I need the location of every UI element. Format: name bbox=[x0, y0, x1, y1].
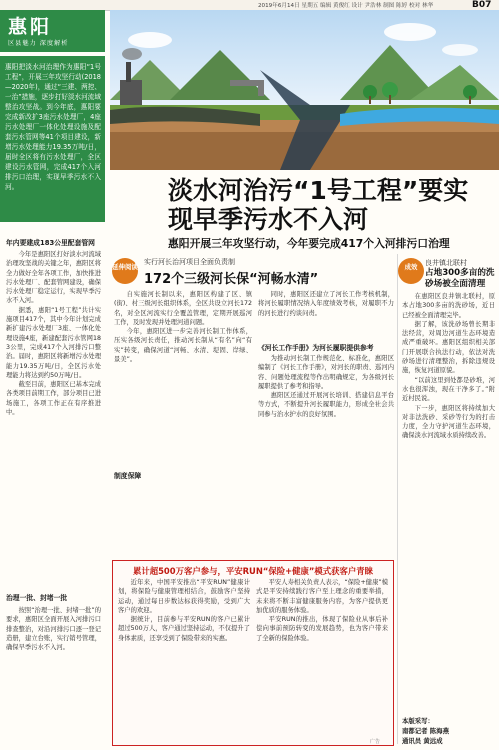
byline-reporter: 南都记者 陈海燕 bbox=[402, 727, 449, 735]
left-article-part-1 bbox=[6, 250, 101, 590]
paragraph: 截至目前，惠阳区已基本完成各类项目前期工作，部分项目已进场施工，各项工作正在有序推进中。 bbox=[6, 381, 101, 417]
byline-label: 本版采写： bbox=[402, 717, 434, 725]
section2-kicker: 良井镇北联村 bbox=[425, 259, 467, 267]
section1-subhead: 制度保障 bbox=[114, 472, 142, 480]
byline-correspondent: 通讯员 黄远成 bbox=[402, 737, 443, 745]
page-meta: 2019年6月14日 星期五 编辑 黄俊红 设计 尹浩林 制图 陈婷 校对 林华 bbox=[258, 3, 434, 9]
paragraph: 惠阳区还通过开展河长培训、搭建信息平台等方式，不断提升河长履职能力，形成全社会共同参与治水护水的良好氛围。 bbox=[258, 392, 394, 418]
section-slogan: 区县魅力 深度解析 bbox=[8, 40, 69, 47]
section2-column bbox=[402, 292, 495, 712]
section1-title: 172个三级河长保“河畅水清” bbox=[144, 272, 319, 287]
left-subhead: 年内要建成183公里配套管网 bbox=[6, 239, 95, 247]
left-article-part-2 bbox=[6, 606, 101, 746]
hero-illustration bbox=[110, 10, 499, 170]
section1-column-3 bbox=[258, 354, 394, 556]
section1-column-2 bbox=[258, 290, 394, 338]
section1-kicker: 实行河长治河项目全面负责制 bbox=[144, 258, 235, 266]
paragraph: 今年，惠阳区进一步完善河长制工作体系，压实各级河长责任，推动河长制从“有名”向“有实”转变，确保河道“河畅、水清、堤固、岸绿、景美”。 bbox=[114, 328, 252, 364]
advertorial-title: 累计超500万客户参与，平安RUN“保险+健康”模式获客户青睐 bbox=[132, 566, 373, 576]
advertorial-column-1 bbox=[118, 578, 250, 740]
paragraph: “以前这里到处都是砂堆，河水也很浑浊，现在干净多了。”附近村民说。 bbox=[402, 376, 495, 403]
paragraph: 据了解，该洗砂场曾长期非法经营，对周边河道生态环境造成严重破坏。惠阳区组织相关部门开展联合执法行动，依法对洗砂场进行清理整治，拆除违规设施，恢复河道原貌。 bbox=[402, 320, 495, 375]
section1-subhead-2: 《河长工作手册》为河长履职提供参考 bbox=[258, 344, 374, 352]
section-name: 惠阳 bbox=[8, 16, 53, 38]
paragraph: 为推动河长制工作规范化、标准化，惠阳区编制了《河长工作手册》，对河长的职责、巡河内容、问题处理流程等作出明确规定，为各级河长履职提供了参考和指导。 bbox=[258, 355, 394, 390]
paragraph: 自实施河长制以来，惠阳区构建了区、镇(街)、村三级河长组织体系，全区共设立河长172名，对全区河流实行全覆盖管理，定期开展巡河工作，及时发现并处理河道问题。 bbox=[114, 291, 252, 326]
advertorial-tag: 广告 bbox=[370, 739, 381, 745]
paragraph: 下一步，惠阳区将持续加大对非法洗砂、采砂等行为的打击力度，全力守护河道生态环境，确保淡水河流域水质持续改善。 bbox=[402, 404, 495, 440]
headline: 淡水河治污“1号工程”要实现早季污水不入河 bbox=[168, 176, 469, 234]
paragraph: 平安RUN的推出，体现了保险业从事后补偿向事前预防转变的发展趋势，也为客户带来了全新的保险体验。 bbox=[256, 616, 388, 642]
section-badge-extended-reading: 延伸阅读 bbox=[112, 258, 138, 284]
paragraph: 在惠阳区良井镇北联村，原本占地300多亩的洗砂场，近日已经被全面清理完毕。 bbox=[402, 293, 495, 319]
polluted-vs-clean-river-illustration bbox=[110, 10, 499, 170]
paragraph: 平安人寿相关负责人表示，“保险+健康”模式是平安持续践行客户至上理念的重要举措，未来将不断丰富健康服务内容，为客户提供更加优质的服务体验。 bbox=[256, 579, 388, 614]
paragraph: 今年是惠阳区打好淡水河流域治理攻坚战的关键之年，惠阳区将全力做好全年各项工作，加快推进污水处理厂、配套管网建设，确保污水处理厂稳定运行，实现早季污水不入河。 bbox=[6, 251, 101, 305]
paragraph: 近年来，中国平安推出“平安RUN”健康计划，将保险与健康管理相结合，鼓励客户坚持运动，通过每日步数达标获得奖励，受到广大客户的欢迎。 bbox=[118, 579, 250, 614]
section1-column-1 bbox=[114, 290, 252, 556]
paragraph: 按照“治理一批、封堵一批”的要求，惠阳区全面开展入河排污口排查整治，对沿河排污口逐一登记造册，建立台账，实行销号管理，确保早季污水不入河。 bbox=[6, 607, 101, 652]
section2-title: 占地300多亩的洗砂场被全面清理 bbox=[425, 268, 495, 289]
subheadline: 惠阳开展三年攻坚行动，今年要完成417个入河排污口治理 bbox=[168, 237, 450, 250]
advertorial-column-2 bbox=[256, 578, 388, 740]
page-number: B07 bbox=[472, 0, 492, 10]
section-badge-results: 成效 bbox=[398, 258, 424, 284]
column-divider bbox=[397, 254, 398, 744]
paragraph: 据统计，目前参与平安RUN的客户已累计超过500万人，客户通过坚持运动，不仅提升了身体素质，还享受到了保险带来的实惠。 bbox=[118, 616, 250, 642]
paragraph: 同时，惠阳区还建立了河长工作考核机制，将河长履职情况纳入年度绩效考核，对履职不力的河长进行约谈问责。 bbox=[258, 291, 394, 317]
summary-text: 惠阳把淡水河治理作为惠阳“1号工程”，开展三年攻坚行动(2018—2020年)，通过“三建、两控、一治”措施，逐步打好淡水河流域整治攻坚战。到今年底，惠阳要完成新改扩3座污水处理厂，4座污水处理厂一体化处理设施及配套污水管网等41个项目建设，新增污水处理能力19.35万吨/日，届时全区将有污水处理厂，全区建设污水管网，完成417个入河排污口治理，实现早季污水不入河。 bbox=[5, 63, 101, 191]
paragraph: 据悉，惠阳“1号工程”共计实施项目417个，其中今年计划完成新扩建污水处理厂3座、一体化处理设施4座，新建配套污水管网183公里，完成417个入河排污口整治。届时，惠阳区将新增污水处理能力19.35万吨/日，全区污水处理能力将达到约50万吨/日。 bbox=[6, 306, 101, 379]
left-subhead-2: 治理一批、封堵一批 bbox=[6, 594, 68, 602]
